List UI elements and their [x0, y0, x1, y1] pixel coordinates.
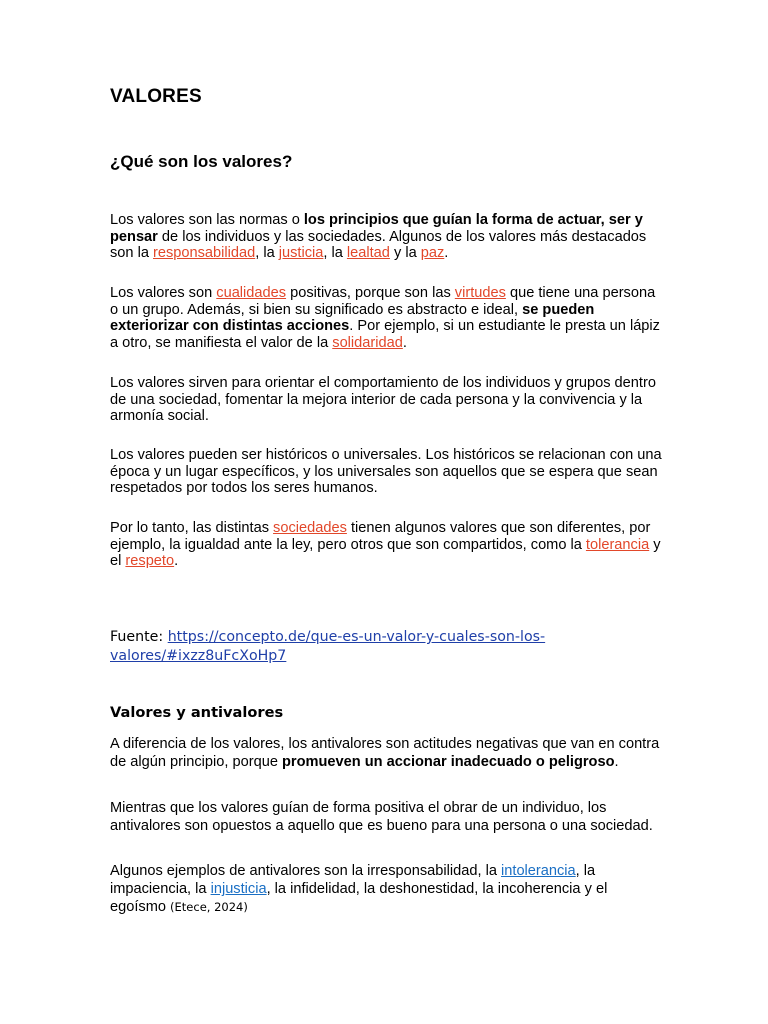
link-tolerancia[interactable]: tolerancia	[585, 536, 650, 553]
paragraph-antivalores-definicion: A diferencia de los valores, los antivalores son actitudes negativas que van en contra de algún principio, porque promueven un accionar inadecuado o peligroso.	[110, 736, 660, 771]
bold-phrase: los principios que guían la forma de actuar, ser y pensar	[110, 212, 643, 245]
link-cualidades[interactable]: cualidades	[216, 285, 287, 301]
paragraph-cualidades: Los valores son cualidades positivas, porque son las virtudes que tiene una persona o un grupo. Además, si bien su significado es abstracto e ideal, se pueden exteriorizar con distintas acciones. Por ejemplo, si un estudiante le presta un lápiz a otro, se manifiesta el valor de la solidaridad.	[110, 285, 660, 352]
paragraph-definition: Los valores son las normas o los principios que guían la forma de actuar, ser y pensar de los individuos y las sociedades. Algunos de los valores más destacados son la responsabilidad, la justicia, la lealtad y la paz.	[110, 212, 647, 262]
link-virtudes[interactable]: virtudes	[454, 285, 506, 301]
link-sociedades[interactable]: sociedades	[273, 520, 347, 536]
section-heading-antivalores: Valores y antivalores	[110, 704, 284, 721]
paragraph-ejemplos: Algunos ejemplos de antivalores son la irresponsabilidad, la intolerancia, la impaciencia, la injusticia, la infidelidad, la deshonestidad, la incoherencia y el egoísmo (Etece, 2024)	[110, 863, 608, 916]
link-respeto[interactable]: respeto	[125, 553, 175, 570]
source-link[interactable]: https://concepto.de/que-es-un-valor-y-cuales-son-los-valores/#ixzz8uFcXoHp7	[110, 629, 546, 664]
link-intolerancia[interactable]: intolerancia	[501, 863, 576, 879]
link-solidaridad[interactable]: solidaridad	[332, 335, 403, 352]
paragraph-opuestos: Mientras que los valores guían de forma positiva el obrar de un individuo, los antivalores son opuestos a aquello que es bueno para una persona o una sociedad.	[110, 800, 653, 835]
link-lealtad[interactable]: lealtad	[346, 245, 390, 262]
link-justicia[interactable]: justicia	[278, 245, 324, 262]
citation: (Etece, 2024)	[170, 900, 248, 915]
document-title: VALORES	[110, 86, 202, 107]
bold-phrase: se pueden exteriorizar con distintas acciones	[110, 301, 595, 335]
source-citation: Fuente: https://concepto.de/que-es-un-valor-y-cuales-son-los-valores/#ixzz8uFcXoHp7	[110, 629, 546, 664]
bold-phrase: promueven un accionar inadecuado o peligroso	[282, 754, 615, 771]
paragraph-orientar: Los valores sirven para orientar el comportamiento de los individuos y grupos dentro de una sociedad, fomentar la mejora interior de cada persona y la convivencia y la armonía social.	[110, 375, 656, 425]
link-paz[interactable]: paz	[420, 245, 445, 262]
paragraph-sociedades: Por lo tanto, las distintas sociedades tienen algunos valores que son diferentes, por ejemplo, la igualdad ante la ley, pero otros que son compartidos, como la tolerancia y el respeto.	[110, 520, 661, 570]
link-injusticia[interactable]: injusticia	[210, 881, 267, 898]
link-responsabilidad[interactable]: responsabilidad	[153, 245, 256, 262]
paragraph-historicos: Los valores pueden ser históricos o universales. Los históricos se relacionan con una época y un lugar específicos, y los universales son aquellos que se espera que sean respetados por todos los seres humanos.	[110, 447, 662, 497]
section-heading-que-son: ¿Qué son los valores?	[110, 152, 293, 171]
